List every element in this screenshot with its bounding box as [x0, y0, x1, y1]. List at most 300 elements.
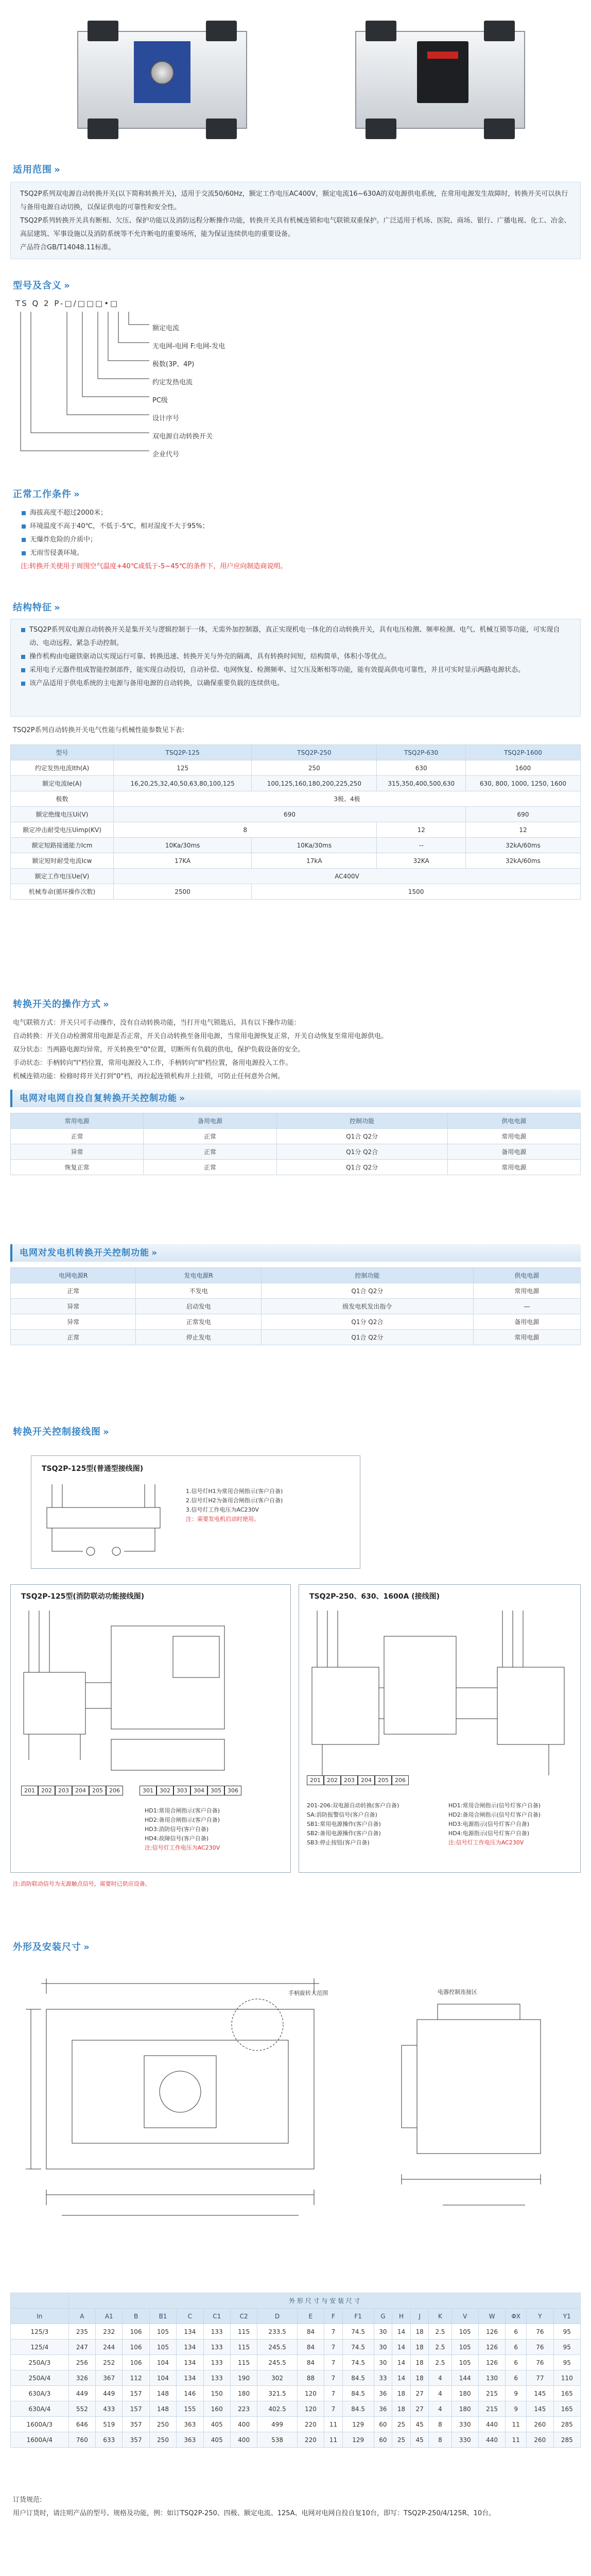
- table-header: H: [392, 2309, 411, 2324]
- scope-title: 适用范围: [13, 164, 52, 175]
- table-cell: 6: [506, 2370, 527, 2386]
- table-row: [11, 2340, 581, 2355]
- table-cell: 14: [392, 2355, 411, 2370]
- dims-group-row: [11, 2293, 581, 2309]
- table-cell: 74.5: [342, 2324, 374, 2340]
- table-cell: 106: [123, 2324, 149, 2340]
- table-cell: 33: [374, 2370, 392, 2386]
- condition-item: 海拔高度不超过2000米；: [21, 506, 566, 520]
- conditions-note: 注:转换开关使用于周围空气温度+40℃或低于-5~45℃的条件下，用户应向制造商说明。: [21, 563, 287, 570]
- table-cell: 250: [149, 2417, 176, 2432]
- table-row: [11, 1160, 581, 1175]
- table-cell: 285: [553, 2432, 580, 2448]
- conditions-list: [21, 506, 566, 573]
- model-meaning: PC级: [152, 397, 168, 404]
- operation-line: 双分状态：当两路电源均异常，开关转换至"0"位置，切断所有负载的供电，保护负载设备的安全。: [13, 1046, 305, 1054]
- table-cell: 499: [257, 2417, 297, 2432]
- table-row: [11, 807, 581, 822]
- table-cell: 440: [478, 2417, 505, 2432]
- table-cell: 134: [177, 2324, 203, 2340]
- table-cell: 6: [506, 2324, 527, 2340]
- table-cell: 27: [410, 2386, 429, 2401]
- model-section: [0, 278, 591, 459]
- terminal: 206: [106, 1786, 123, 1795]
- table-cell: 74.5: [342, 2340, 374, 2355]
- table-cell: 125/4: [11, 2340, 69, 2355]
- table-row: [11, 1144, 581, 1160]
- table-cell: 级发电机发出指令: [261, 1299, 473, 1314]
- table-cell: 11: [506, 2417, 527, 2432]
- table-cell: 180: [230, 2386, 257, 2401]
- table-cell: 4: [429, 2401, 451, 2417]
- table-cell: 18: [410, 2370, 429, 2386]
- table-cell: 10Ka/30ms: [114, 838, 252, 853]
- table-cell: 84.5: [342, 2401, 374, 2417]
- feature-item: 操作机构由电磁铁驱动以实现运行可靠、转换迅速、转换开关与外壳的隔离，具有转换时间短，结构简单，体积小等优点。: [20, 650, 571, 664]
- diagram-note: 3.信号灯工作电压为AC230V: [186, 1506, 259, 1513]
- table-row: [11, 1330, 581, 1345]
- table-cell: 76: [527, 2355, 553, 2370]
- params-header: 型号: [11, 745, 114, 760]
- table-cell: 235: [68, 2324, 95, 2340]
- table-cell: 157: [123, 2386, 149, 2401]
- table-cell: 18: [410, 2324, 429, 2340]
- table-cell: 104: [149, 2370, 176, 2386]
- table-cell: 145: [527, 2386, 553, 2401]
- grid-table: [10, 1113, 581, 1175]
- table-cell: 363: [177, 2432, 203, 2448]
- diagram-note: HD2:备用合闸指示(信号灯客户自备): [448, 1811, 541, 1818]
- table-cell: 7: [324, 2355, 343, 2370]
- table-cell: 60: [374, 2417, 392, 2432]
- dims-table: [10, 2293, 581, 2448]
- table-cell: 125/3: [11, 2324, 69, 2340]
- table-cell: 4: [429, 2370, 451, 2386]
- table-cell: 105: [451, 2324, 478, 2340]
- table-cell: 正常: [11, 1129, 144, 1144]
- terminal: 201: [307, 1775, 324, 1785]
- dims-header-row: [11, 2309, 581, 2324]
- table-cell: 367: [96, 2370, 123, 2386]
- gen-table-band: [10, 1244, 581, 1262]
- table-cell: 18: [392, 2386, 411, 2401]
- table-cell: 302: [257, 2370, 297, 2386]
- table-cell: 146: [177, 2386, 203, 2401]
- scope-paragraph-1: TSQ2P系列双电源自动转换开关(以下简称转换开关)，适用于交流50/60Hz，额定工作电压AC400V，额定电流16~630A的双电源供电系统，在常用电源发生故障时，转换开关可以执行与备用电源自动切换，以保证供电的可靠性和安全性。: [20, 190, 568, 211]
- double-chevron-icon: »: [83, 1942, 90, 1953]
- table-cell: 400: [230, 2432, 257, 2448]
- table-cell: 7: [324, 2401, 343, 2417]
- table-cell: 12: [466, 822, 581, 838]
- table-cell: 25: [392, 2417, 411, 2432]
- table-cell: 100,125,160,180,200,225,250: [252, 776, 377, 791]
- table-cell: 77: [527, 2370, 553, 2386]
- table-header: W: [478, 2309, 505, 2324]
- table-row: [11, 760, 581, 776]
- table-row: [11, 822, 581, 838]
- operation-line: 电气联锁方式：开关只可手动操作，没有自动转换功能，当打开电气锁匙后，具有以下操作功能：: [13, 1019, 301, 1027]
- table-cell: 148: [149, 2401, 176, 2417]
- table-cell: 1600: [466, 760, 581, 776]
- table-cell: 16,20,25,32,40,50,63,80,100,125: [114, 776, 252, 791]
- table-cell: 630A/3: [11, 2386, 69, 2401]
- table-cell: 7: [324, 2370, 343, 2386]
- model-meaning: 企业代号: [152, 451, 180, 459]
- table-cell: 357: [123, 2417, 149, 2432]
- table-cell: 134: [177, 2340, 203, 2355]
- table-row: [11, 838, 581, 853]
- table-row: [11, 2355, 581, 2370]
- table-cell: 165: [553, 2401, 580, 2417]
- terminal: 204: [358, 1775, 375, 1785]
- condition-item: 无雨雪侵袭环境。: [21, 547, 566, 560]
- table-cell: 400: [230, 2417, 257, 2432]
- gen-table-wrap: [10, 1267, 581, 1345]
- table-cell: 126: [478, 2324, 505, 2340]
- table-cell: 84.5: [342, 2370, 374, 2386]
- model-meaning: 设计序号: [152, 415, 180, 422]
- table-cell: 449: [96, 2386, 123, 2401]
- terminal: 304: [190, 1786, 207, 1795]
- table-header: 供电电源: [473, 1268, 580, 1283]
- table-row: [11, 2370, 581, 2386]
- table-cell: 约定发热电流Ith(A): [11, 760, 114, 776]
- table-cell: 常用电源: [447, 1129, 580, 1144]
- table-cell: 正常: [11, 1283, 136, 1299]
- terminal: 204: [72, 1786, 89, 1795]
- table-header: 控制功能: [261, 1268, 473, 1283]
- params-header-row: [11, 745, 581, 760]
- table-cell: 157: [123, 2401, 149, 2417]
- table-cell: --: [377, 838, 466, 853]
- params-table: [10, 744, 581, 900]
- table-cell: 正常: [144, 1129, 276, 1144]
- table-cell: 2.5: [429, 2324, 451, 2340]
- table-header: C1: [203, 2309, 230, 2324]
- diagram-note: HD1:常用合闸指示(信号灯客户自备): [448, 1802, 541, 1809]
- table-cell: 76: [527, 2324, 553, 2340]
- diagram-note: HD2:备用合闸指示(客户自备): [145, 1817, 220, 1823]
- table-cell: 额定短路接通能力Icm: [11, 838, 114, 853]
- product-image-2: [355, 21, 525, 139]
- table-cell: 133: [203, 2370, 230, 2386]
- table-row: [11, 1299, 581, 1314]
- double-chevron-icon: »: [151, 1248, 158, 1258]
- table-header: Y1: [553, 2309, 580, 2324]
- table-cell: 165: [553, 2386, 580, 2401]
- product-photos: [0, 0, 591, 155]
- table-cell: 27: [410, 2401, 429, 2417]
- gen-table-title: 电网对发电机转换开关控制功能: [20, 1248, 149, 1258]
- table-cell: 正常发电: [136, 1314, 261, 1330]
- table-cell: 11: [324, 2417, 343, 2432]
- table-header: 控制功能: [276, 1113, 447, 1129]
- table-cell: 14: [392, 2324, 411, 2340]
- table-cell: 1600A/3: [11, 2417, 69, 2432]
- table-cell: 120: [297, 2386, 324, 2401]
- dims-section: [0, 1940, 591, 1953]
- table-cell: 155: [177, 2401, 203, 2417]
- table-cell: 326: [68, 2370, 95, 2386]
- table-cell: Q1合 Q2分: [276, 1129, 447, 1144]
- table-cell: 84.5: [342, 2386, 374, 2401]
- operation-line: 手动状态：手柄转向"I"档位置，常用电源投入工作，手柄转向"II"档位置，备用电源投入工作。: [13, 1059, 292, 1067]
- table-cell: 630A/4: [11, 2401, 69, 2417]
- table-cell: 133: [203, 2324, 230, 2340]
- model-meaning: 极数(3P、4P): [152, 361, 195, 368]
- diagram-note: SB3:停止按钮(客户自备): [307, 1839, 370, 1846]
- table-cell: 330: [451, 2432, 478, 2448]
- table-cell: 145: [527, 2401, 553, 2417]
- table-header: 备用电源: [144, 1113, 276, 1129]
- table-cell: 14: [392, 2340, 411, 2355]
- table-cell: 760: [68, 2432, 95, 2448]
- terminal: 306: [224, 1786, 241, 1795]
- table-cell: 115: [230, 2324, 257, 2340]
- table-header: D: [257, 2309, 297, 2324]
- wiring-diagram-3: [299, 1584, 581, 1873]
- terminal-row-2: [140, 1786, 241, 1795]
- operation-section: [0, 997, 591, 1080]
- table-row: [11, 2417, 581, 2432]
- diagram-2-notes: [145, 1806, 220, 1853]
- table-cell: 95: [553, 2340, 580, 2355]
- table-header: V: [451, 2309, 478, 2324]
- diagram-3-notes-right: [448, 1801, 541, 1848]
- diagram-note: HD4:电源指示(信号灯客户自备): [448, 1830, 530, 1837]
- diagram-note: HD3:消防信号(客户自备): [145, 1826, 209, 1833]
- table-cell: 18: [392, 2401, 411, 2417]
- table-cell: 232: [96, 2324, 123, 2340]
- diagram-note: SA:消防报警信号(客户自备): [307, 1811, 377, 1818]
- table-cell: 36: [374, 2386, 392, 2401]
- table-header: B: [123, 2309, 149, 2324]
- diagram-note: SB2:备用电源操作(客户自备): [307, 1830, 381, 1837]
- table-cell: 690: [114, 807, 466, 822]
- table-header: 发电电源R: [136, 1268, 261, 1283]
- dims-title: 外形及安装尺寸: [13, 1942, 81, 1953]
- grid-table-title: 电网对电网自投自复转换开关控制功能: [20, 1093, 177, 1104]
- table-cell: 402.5: [257, 2401, 297, 2417]
- table-cell: AC400V: [114, 869, 581, 884]
- table-header: G: [374, 2309, 392, 2324]
- terminal: 205: [89, 1786, 106, 1795]
- table-cell: 223: [230, 2401, 257, 2417]
- table-header: [11, 2293, 69, 2309]
- model-title: 型号及含义: [13, 280, 62, 291]
- table-cell: 126: [478, 2355, 505, 2370]
- table-cell: 12: [377, 822, 466, 838]
- table-cell: 440: [478, 2432, 505, 2448]
- wiring-diagram-1: [31, 1455, 360, 1569]
- table-header: In: [11, 2309, 69, 2324]
- table-cell: 150: [203, 2386, 230, 2401]
- condition-item: 无爆炸危险的介质中；: [21, 533, 566, 547]
- operation-line: 自动转换：开关自动检测常用电源是否正常，开关自动转换至备用电源，当常用电源恢复正常，开关自动恢复至常用电源供电。: [13, 1032, 388, 1040]
- terminal: 202: [38, 1786, 55, 1795]
- table-cell: 363: [177, 2417, 203, 2432]
- table-header: Y: [527, 2309, 553, 2324]
- table-cell: 11: [506, 2432, 527, 2448]
- table-cell: 215: [478, 2386, 505, 2401]
- table-cell: 正常: [144, 1160, 276, 1175]
- table-cell: 9: [506, 2401, 527, 2417]
- table-row: [11, 2432, 581, 2448]
- table-cell: 备用电源: [473, 1314, 580, 1330]
- table-cell: 110: [553, 2370, 580, 2386]
- table-cell: 常用电源: [473, 1330, 580, 1345]
- terminal: 301: [140, 1786, 157, 1795]
- table-cell: 405: [203, 2417, 230, 2432]
- table-cell: 异常: [11, 1314, 136, 1330]
- table-cell: 8: [429, 2417, 451, 2432]
- diagram-2-title: TSQ2P-125型(消防联动功能接线图): [21, 1592, 145, 1601]
- table-cell: 极数: [11, 791, 114, 807]
- table-cell: 250A/4: [11, 2370, 69, 2386]
- table-cell: 32kA/60ms: [466, 838, 581, 853]
- table-cell: 74.5: [342, 2355, 374, 2370]
- table-cell: 76: [527, 2340, 553, 2355]
- table-cell: 115: [230, 2340, 257, 2355]
- scope-paragraph-2: TSQ2P系列转换开关具有断相、欠压、保护功能以及消防远程分断操作功能，转换开关具有机械连锁和电气联锁双重保护。广泛适用于机场、医院、商场、银行、广播电视、化工、冶金、高层建筑、军事设施以及消防系统等不允许断电的重要场所，能为保证连续供电的重要设备。: [20, 217, 571, 238]
- table-cell: 30: [374, 2340, 392, 2355]
- table-cell: 180: [451, 2401, 478, 2417]
- table-cell: 机械寿命(循环操作次数): [11, 884, 114, 900]
- diagram-note: 201-206:双电源自动转换(客户自备): [307, 1802, 399, 1809]
- table-cell: 552: [68, 2401, 95, 2417]
- diagram-note-red: 注:信号灯工作电压为AC230V: [448, 1839, 524, 1846]
- table-row: [11, 869, 581, 884]
- params-header: TSQ2P-250: [252, 745, 377, 760]
- scope-box: [10, 182, 581, 259]
- table-cell: 停止发电: [136, 1330, 261, 1345]
- diagram-note: HD1:常用合闸指示(客户自备): [145, 1807, 220, 1814]
- table-cell: 106: [123, 2355, 149, 2370]
- table-cell: 恢复正常: [11, 1160, 144, 1175]
- table-header: A: [68, 2309, 95, 2324]
- table-cell: 8: [114, 822, 377, 838]
- operation-title: 转换开关的操作方式: [13, 999, 101, 1010]
- table-cell: 321.5: [257, 2386, 297, 2401]
- operation-lines: [13, 1016, 579, 1083]
- table-cell: 247: [68, 2340, 95, 2355]
- model-meaning: 无电网-电网 F:电网-发电: [152, 343, 225, 350]
- table-cell: 9: [506, 2386, 527, 2401]
- table-cell: 17kA: [252, 853, 377, 869]
- table-cell: 60: [374, 2432, 392, 2448]
- features-section: [0, 600, 591, 734]
- terminal: 203: [55, 1786, 72, 1795]
- table-cell: 30: [374, 2355, 392, 2370]
- table-cell: 260: [527, 2432, 553, 2448]
- terminal: 305: [207, 1786, 224, 1795]
- table-cell: 125: [114, 760, 252, 776]
- table-cell: 220: [297, 2432, 324, 2448]
- table-cell: 额定冲击耐受电压Uimp(KV): [11, 822, 114, 838]
- table-row: [11, 1129, 581, 1144]
- table-cell: 330: [451, 2417, 478, 2432]
- table-cell: 7: [324, 2324, 343, 2340]
- control-area-label: 电器控制连接区: [438, 1989, 477, 1995]
- table-cell: 633: [96, 2432, 123, 2448]
- table-cell: 18: [410, 2340, 429, 2355]
- table-cell: 260: [527, 2417, 553, 2432]
- terminal: 206: [392, 1775, 409, 1785]
- table-row: [11, 2386, 581, 2401]
- product-image-1: [77, 21, 247, 139]
- condition-item: 环境温度不高于40℃，不低于-5℃，相对湿度不大于95%；: [21, 520, 566, 533]
- table-cell: Q1分 Q2合: [261, 1314, 473, 1330]
- diagram-note: HD3:电源指示(信号灯客户自备): [448, 1821, 530, 1827]
- diagram-note: HD4:故障信号(客户自备): [145, 1835, 209, 1842]
- table-header: C: [177, 2309, 203, 2324]
- model-code: TS Q 2 P-□/□□□•□: [15, 299, 119, 308]
- diagram-1-notes: [186, 1487, 283, 1524]
- table-cell: 250: [252, 760, 377, 776]
- table-cell: 126: [478, 2340, 505, 2355]
- table-row: [11, 776, 581, 791]
- grid-table-wrap: [10, 1113, 581, 1175]
- table-cell: 120: [297, 2401, 324, 2417]
- table-header: K: [429, 2309, 451, 2324]
- conditions-section: [0, 487, 591, 570]
- table-header: ΦX: [506, 2309, 527, 2324]
- table-cell: 不发电: [136, 1283, 261, 1299]
- table-cell: 启动发电: [136, 1299, 261, 1314]
- handle-range-label: 手柄旋转大范围: [288, 1990, 328, 1996]
- table-cell: 25: [392, 2432, 411, 2448]
- double-chevron-icon: »: [54, 602, 61, 613]
- table-cell: 45: [410, 2432, 429, 2448]
- table-cell: Q1合 Q2分: [261, 1283, 473, 1299]
- table-cell: 144: [451, 2370, 478, 2386]
- table-cell: 7: [324, 2340, 343, 2355]
- model-meanings: [152, 319, 225, 464]
- diagram-note: SB1:常用电源操作(客户自备): [307, 1821, 381, 1827]
- terminal: 201: [21, 1786, 38, 1795]
- table-row: [11, 1283, 581, 1299]
- table-cell: 额定短时耐受电流Icw: [11, 853, 114, 869]
- diagram-note-red: 注:信号灯工作电压为AC230V: [145, 1844, 220, 1851]
- table-cell: 异常: [11, 1299, 136, 1314]
- table-cell: Q1合 Q2分: [276, 1160, 447, 1175]
- table-cell: 1500: [252, 884, 581, 900]
- dimension-drawing: [10, 1963, 581, 2231]
- table-cell: 额定电流Ie(A): [11, 776, 114, 791]
- table-cell: 84: [297, 2340, 324, 2355]
- table-header: 常用电源: [11, 1113, 144, 1129]
- table-row: [11, 791, 581, 807]
- table-cell: 106: [123, 2340, 149, 2355]
- table-cell: 285: [553, 2417, 580, 2432]
- model-meaning: 约定发热电流: [152, 379, 193, 386]
- wiring-title: 转换开关控制接线图: [13, 1427, 101, 1437]
- features-title: 结构特征: [13, 602, 52, 613]
- diagram-note-red: 注：需要发电机启动时使用。: [186, 1516, 259, 1522]
- table-cell: 84: [297, 2355, 324, 2370]
- table-cell: 129: [342, 2417, 374, 2432]
- table-header: 外 形 尺 寸 与 安 装 尺 寸: [68, 2293, 580, 2309]
- table-cell: Q1合 Q2分: [261, 1330, 473, 1345]
- table-header: 供电电源: [447, 1113, 580, 1129]
- table-cell: 115: [230, 2355, 257, 2370]
- terminal: 203: [341, 1775, 358, 1785]
- table-cell: 433: [96, 2401, 123, 2417]
- double-chevron-icon: »: [103, 999, 110, 1010]
- table-cell: 正常: [144, 1144, 276, 1160]
- diagram-note: 2.信号灯H2为备用合闸指示(客户自备): [186, 1497, 283, 1504]
- table-cell: 1600A/4: [11, 2432, 69, 2448]
